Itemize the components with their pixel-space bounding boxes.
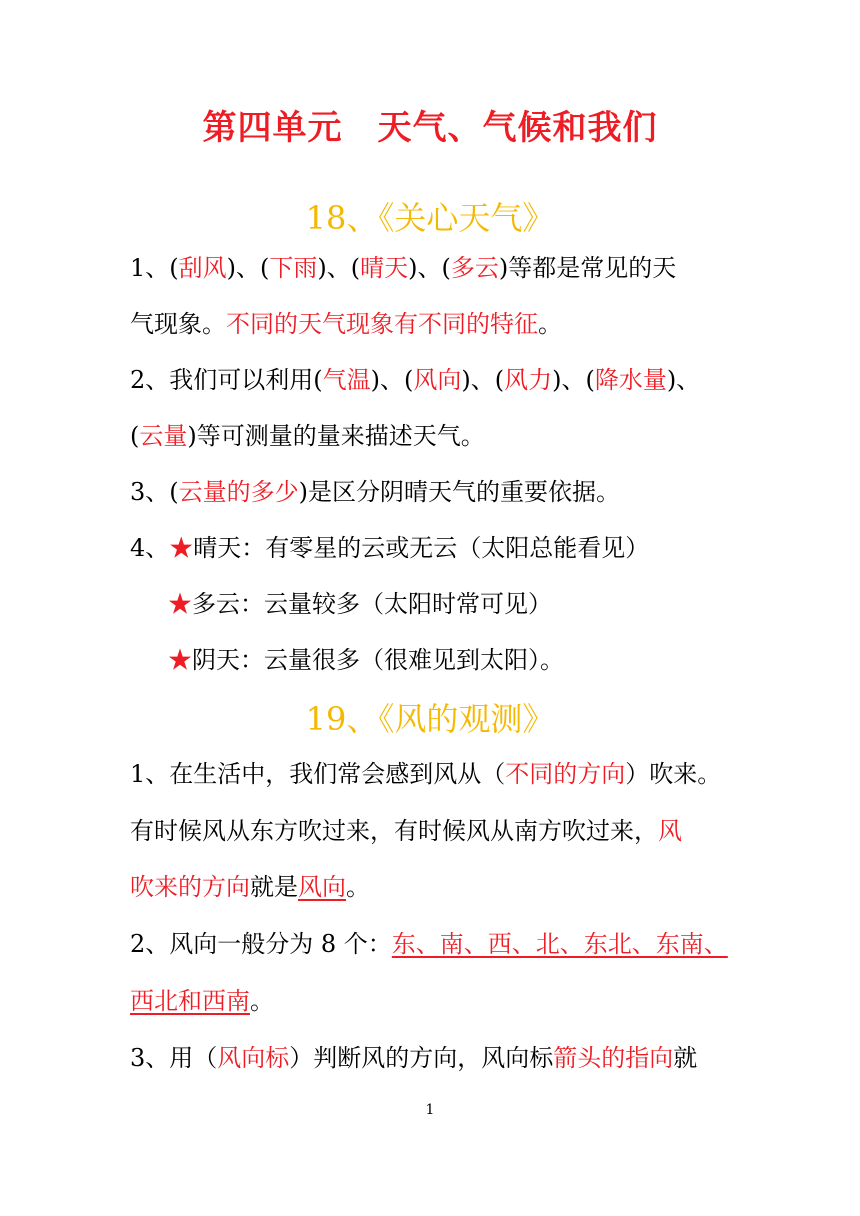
text: 阴天：云量很多（很难见到太阳）。 <box>192 646 564 674</box>
answer-text: 风力 <box>504 366 553 394</box>
text: 。 <box>250 987 274 1015</box>
star-icon: ★ <box>168 590 192 618</box>
s18-line-6 <box>130 530 740 566</box>
answer-text: 吹来的方向 <box>130 873 250 901</box>
answer-text: 风向 <box>413 366 462 394</box>
s18-line-7 <box>168 586 778 622</box>
s18-line-3 <box>130 362 740 398</box>
page-number: 1 <box>425 1102 435 1118</box>
s19-line-2 <box>130 813 740 849</box>
star-icon: ★ <box>168 646 192 674</box>
text: 就 <box>673 1044 698 1072</box>
s19-line-5 <box>130 983 740 1019</box>
text: 3、用（ <box>130 1044 218 1072</box>
text: )等可测量的量来描述天气。 <box>187 422 485 450</box>
text: 4、 <box>130 534 170 562</box>
s19-line-1 <box>130 756 740 792</box>
text: 。 <box>346 873 370 901</box>
text: )、( <box>461 366 505 394</box>
section-heading-18: 18、《关心天气》 <box>305 199 555 237</box>
answer-text: 降水量 <box>594 366 667 394</box>
text: 2、我们可以利用( <box>130 366 323 394</box>
s19-line-4 <box>130 926 740 962</box>
answer-text: 气温 <box>322 366 371 394</box>
unit-title: 第四单元 天气、气候和我们 <box>202 108 658 148</box>
text: 就是 <box>250 873 298 901</box>
answer-text-underlined: 东、南、西、北、东北、东南、 <box>391 930 728 958</box>
s19-line-6 <box>130 1040 740 1076</box>
answer-text: 不同的方向 <box>505 760 626 788</box>
text: 晴天：有零星的云或无云（太阳总能看见） <box>193 534 650 562</box>
answer-text: 风向标 <box>217 1044 290 1072</box>
text: )、( <box>317 254 361 282</box>
answer-text-underlined: 西北和西南 <box>130 987 250 1015</box>
answer-text: 晴天 <box>360 254 409 282</box>
text: ( <box>130 422 140 450</box>
text: 气现象。 <box>130 310 226 338</box>
text: )、( <box>226 254 270 282</box>
answer-text: 刮风 <box>178 254 227 282</box>
answer-text: 云量 <box>139 422 188 450</box>
text: )、( <box>552 366 595 394</box>
answer-text: 下雨 <box>269 254 318 282</box>
text: 。 <box>538 310 562 338</box>
answer-text: 云量的多少 <box>178 478 299 506</box>
s18-line-1 <box>130 250 740 286</box>
s19-line-3 <box>130 869 740 905</box>
s18-line-5 <box>130 474 740 510</box>
text: )、( <box>408 254 451 282</box>
text: ）判断风的方向，风向标 <box>289 1044 554 1072</box>
answer-text: 多云 <box>450 254 499 282</box>
section-heading-19: 19、《风的观测》 <box>305 700 555 738</box>
s18-line-8 <box>168 642 778 678</box>
text: ）吹来。 <box>625 760 722 788</box>
text: )、( <box>370 366 414 394</box>
text: 2、风向一般分为 8 个： <box>130 930 392 958</box>
text: 有时候风从东方吹过来，有时候风从南方吹过来， <box>130 817 658 845</box>
answer-text: 风 <box>658 817 682 845</box>
answer-text: 箭头的指向 <box>553 1044 674 1072</box>
text: 1、( <box>130 254 179 282</box>
text: )是区分阴晴天气的重要依据。 <box>298 478 621 506</box>
s18-line-4 <box>130 418 740 454</box>
answer-text: 不同的天气现象有不同的特征 <box>226 310 538 338</box>
text: 多云：云量较多（太阳时常可见） <box>192 590 552 618</box>
text: 1、在生活中，我们常会感到风从（ <box>130 760 506 788</box>
s18-line-2 <box>130 306 740 342</box>
answer-text-underlined: 风向 <box>298 873 346 901</box>
star-icon: ★ <box>169 534 194 562</box>
text: 3、( <box>130 478 179 506</box>
text: )等都是常见的天 <box>498 254 677 282</box>
text: )、 <box>666 366 701 394</box>
